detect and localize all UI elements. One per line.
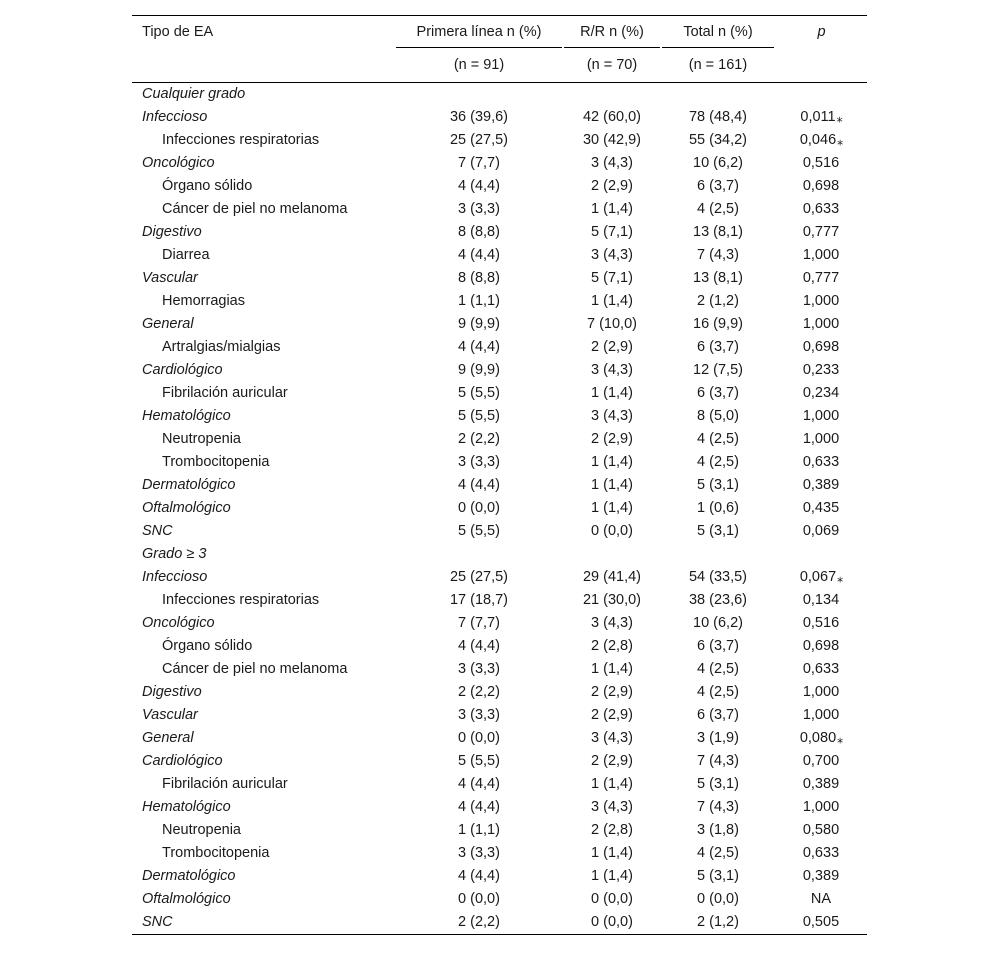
subcategory-label: Fibrilación auricular bbox=[162, 385, 288, 401]
header-p-value: p bbox=[817, 24, 826, 40]
primera-linea-cell: 3 (3,3) bbox=[458, 201, 500, 217]
rr-cell: 2 (2,9) bbox=[591, 684, 633, 700]
rr-cell: 2 (2,9) bbox=[591, 339, 633, 355]
p-value: 1,000 bbox=[802, 707, 840, 723]
rr-cell: 1 (1,4) bbox=[591, 385, 633, 401]
table-row bbox=[132, 497, 867, 520]
section-label: Grado ≥ 3 bbox=[142, 546, 207, 562]
category-label: Oncológico bbox=[142, 155, 215, 171]
primera-linea-cell: 4 (4,4) bbox=[458, 638, 500, 654]
primera-linea-cell: 9 (9,9) bbox=[458, 362, 500, 378]
subcategory-label: Neutropenia bbox=[162, 431, 241, 447]
p-value-cell bbox=[776, 773, 867, 796]
subcategory-label: Artralgias/mialgias bbox=[162, 339, 281, 355]
p-value-cell bbox=[776, 865, 867, 888]
rr-cell: 3 (4,3) bbox=[591, 247, 633, 263]
p-value: 0,067 bbox=[799, 569, 837, 585]
p-value-cell bbox=[776, 106, 867, 129]
p-value-cell bbox=[776, 290, 867, 313]
p-value-cell bbox=[776, 888, 867, 911]
primera-linea-cell: 5 (5,5) bbox=[458, 385, 500, 401]
p-value: 0,777 bbox=[802, 270, 840, 286]
rr-cell: 3 (4,3) bbox=[591, 362, 633, 378]
p-value: 0,389 bbox=[802, 868, 840, 884]
total-cell: 4 (2,5) bbox=[697, 661, 739, 677]
rr-cell: 2 (2,9) bbox=[591, 178, 633, 194]
p-value: 0,233 bbox=[802, 362, 840, 378]
total-cell: 78 (48,4) bbox=[688, 109, 748, 125]
category-label: Oftalmológico bbox=[142, 500, 231, 516]
p-value-cell bbox=[776, 750, 867, 773]
p-value: 1,000 bbox=[802, 316, 840, 332]
primera-linea-cell: 25 (27,5) bbox=[449, 569, 509, 585]
header-rr: R/R n (%) bbox=[564, 16, 660, 49]
p-value-cell bbox=[776, 842, 867, 865]
total-cell: 8 (5,0) bbox=[697, 408, 739, 424]
p-value: 0,134 bbox=[802, 592, 840, 608]
p-value-cell bbox=[776, 198, 867, 221]
p-value-cell bbox=[776, 336, 867, 359]
primera-linea-cell: 1 (1,1) bbox=[458, 293, 500, 309]
table-row bbox=[132, 819, 867, 842]
table-row bbox=[132, 727, 867, 750]
category-label: Hematológico bbox=[142, 799, 231, 815]
p-value-cell bbox=[776, 520, 867, 543]
primera-linea-cell: 4 (4,4) bbox=[458, 178, 500, 194]
category-label: General bbox=[142, 316, 194, 332]
header-row bbox=[132, 16, 867, 49]
p-value: 0,011 bbox=[800, 109, 836, 125]
total-cell: 6 (3,7) bbox=[697, 385, 739, 401]
primera-linea-cell: 9 (9,9) bbox=[458, 316, 500, 332]
p-value: 0,700 bbox=[802, 753, 840, 769]
table-row bbox=[132, 865, 867, 888]
rr-cell: 3 (4,3) bbox=[591, 799, 633, 815]
primera-linea-cell: 4 (4,4) bbox=[458, 799, 500, 815]
p-value: 1,000 bbox=[802, 799, 840, 815]
p-value: 0,435 bbox=[802, 500, 840, 516]
p-value: 0,516 bbox=[802, 155, 840, 171]
category-label: Oftalmológico bbox=[142, 891, 231, 907]
primera-linea-cell: 3 (3,3) bbox=[458, 707, 500, 723]
p-value-cell bbox=[776, 681, 867, 704]
total-cell: 3 (1,9) bbox=[697, 730, 739, 746]
primera-linea-cell: 5 (5,5) bbox=[458, 523, 500, 539]
p-value: 0,698 bbox=[802, 638, 840, 654]
rr-cell: 0 (0,0) bbox=[591, 914, 633, 930]
p-value: 0,633 bbox=[802, 845, 840, 861]
p-value-cell bbox=[776, 635, 867, 658]
p-value-cell bbox=[776, 152, 867, 175]
rr-cell: 29 (41,4) bbox=[582, 569, 642, 585]
subcategory-label: Órgano sólido bbox=[162, 178, 253, 194]
total-cell: 6 (3,7) bbox=[697, 178, 739, 194]
p-value: 0,046 bbox=[799, 132, 837, 148]
rr-cell: 5 (7,1) bbox=[591, 224, 633, 240]
p-value-cell bbox=[776, 497, 867, 520]
primera-linea-cell: 25 (27,5) bbox=[449, 132, 509, 148]
p-value: 0,580 bbox=[802, 822, 840, 838]
total-cell: 5 (3,1) bbox=[697, 776, 739, 792]
p-value-cell bbox=[776, 428, 867, 451]
p-value: 0,633 bbox=[802, 201, 840, 217]
rr-cell: 1 (1,4) bbox=[591, 293, 633, 309]
adverse-events-table-container bbox=[132, 15, 867, 935]
table-row bbox=[132, 520, 867, 543]
primera-linea-cell: 5 (5,5) bbox=[458, 408, 500, 424]
primera-linea-cell: 3 (3,3) bbox=[458, 454, 500, 470]
rr-cell: 1 (1,4) bbox=[591, 201, 633, 217]
header-n-primera-linea: (n = 91) bbox=[453, 57, 505, 73]
primera-linea-cell: 7 (7,7) bbox=[458, 615, 500, 631]
header-n-row bbox=[132, 48, 867, 83]
total-cell: 54 (33,5) bbox=[688, 569, 748, 585]
rr-cell: 42 (60,0) bbox=[582, 109, 642, 125]
primera-linea-cell: 4 (4,4) bbox=[458, 247, 500, 263]
p-value: 0,234 bbox=[802, 385, 840, 401]
p-value-cell bbox=[776, 359, 867, 382]
total-cell: 6 (3,7) bbox=[697, 339, 739, 355]
primera-linea-cell: 3 (3,3) bbox=[458, 845, 500, 861]
table-row bbox=[132, 290, 867, 313]
table-header bbox=[132, 16, 867, 83]
rr-cell: 30 (42,9) bbox=[582, 132, 642, 148]
table-row bbox=[132, 198, 867, 221]
category-label: SNC bbox=[142, 523, 173, 539]
primera-linea-cell: 4 (4,4) bbox=[458, 776, 500, 792]
p-value-cell bbox=[776, 796, 867, 819]
rr-cell: 1 (1,4) bbox=[591, 661, 633, 677]
primera-linea-cell: 2 (2,2) bbox=[458, 914, 500, 930]
table-row bbox=[132, 796, 867, 819]
p-value: 1,000 bbox=[802, 431, 840, 447]
table-row bbox=[132, 129, 867, 152]
p-value-cell bbox=[776, 474, 867, 497]
p-value-cell bbox=[776, 451, 867, 474]
rr-cell: 21 (30,0) bbox=[582, 592, 642, 608]
primera-linea-cell: 3 (3,3) bbox=[458, 661, 500, 677]
total-cell: 12 (7,5) bbox=[693, 362, 743, 378]
table-row bbox=[132, 313, 867, 336]
rr-cell: 2 (2,8) bbox=[591, 638, 633, 654]
category-label: Cardiológico bbox=[142, 362, 223, 378]
p-value: 1,000 bbox=[802, 684, 840, 700]
table-row bbox=[132, 152, 867, 175]
subcategory-label: Infecciones respiratorias bbox=[162, 592, 320, 608]
rr-cell: 3 (4,3) bbox=[591, 155, 633, 171]
primera-linea-cell: 36 (39,6) bbox=[449, 109, 509, 125]
rr-cell: 0 (0,0) bbox=[591, 891, 633, 907]
p-value-cell bbox=[776, 382, 867, 405]
primera-linea-cell: 17 (18,7) bbox=[449, 592, 509, 608]
rr-cell: 5 (7,1) bbox=[591, 270, 633, 286]
subcategory-label: Cáncer de piel no melanoma bbox=[162, 661, 348, 677]
total-cell: 13 (8,1) bbox=[693, 224, 743, 240]
p-value-cell bbox=[776, 244, 867, 267]
p-value-cell bbox=[776, 589, 867, 612]
category-label: Cardiológico bbox=[142, 753, 223, 769]
total-cell: 7 (4,3) bbox=[697, 799, 739, 815]
rr-cell bbox=[564, 543, 660, 566]
header-total: Total n (%) bbox=[660, 16, 776, 49]
category-label: Digestivo bbox=[142, 224, 202, 240]
p-value: 1,000 bbox=[802, 293, 840, 309]
rr-cell: 1 (1,4) bbox=[591, 845, 633, 861]
rr-cell: 0 (0,0) bbox=[591, 523, 633, 539]
table-row bbox=[132, 750, 867, 773]
table-row bbox=[132, 106, 867, 129]
primera-linea-cell: 8 (8,8) bbox=[458, 270, 500, 286]
table-row bbox=[132, 336, 867, 359]
category-label: Vascular bbox=[142, 270, 198, 286]
rr-cell: 1 (1,4) bbox=[591, 477, 633, 493]
header-empty bbox=[132, 48, 394, 83]
p-value-cell bbox=[776, 313, 867, 336]
significance-marker: ⁎ bbox=[837, 732, 844, 746]
header-n-rr: (n = 70) bbox=[586, 57, 638, 73]
rr-cell: 7 (10,0) bbox=[587, 316, 637, 332]
rr-cell: 3 (4,3) bbox=[591, 615, 633, 631]
category-label: General bbox=[142, 730, 194, 746]
p-value: 0,505 bbox=[802, 914, 840, 930]
total-cell: 7 (4,3) bbox=[697, 247, 739, 263]
primera-linea-cell bbox=[394, 543, 564, 566]
table-row bbox=[132, 704, 867, 727]
primera-linea-cell: 2 (2,2) bbox=[458, 684, 500, 700]
p-value-cell bbox=[776, 727, 867, 750]
total-cell: 10 (6,2) bbox=[693, 155, 743, 171]
p-value-cell bbox=[776, 566, 867, 589]
rr-cell: 1 (1,4) bbox=[591, 500, 633, 516]
total-cell: 6 (3,7) bbox=[697, 638, 739, 654]
p-value: 0,080 bbox=[799, 730, 837, 746]
rr-cell: 3 (4,3) bbox=[591, 730, 633, 746]
primera-linea-cell: 0 (0,0) bbox=[458, 730, 500, 746]
rr-cell: 2 (2,8) bbox=[591, 822, 633, 838]
total-cell: 2 (1,2) bbox=[697, 914, 739, 930]
significance-marker: ⁎ bbox=[837, 134, 844, 148]
p-value: NA bbox=[810, 891, 832, 907]
primera-linea-cell: 1 (1,1) bbox=[458, 822, 500, 838]
total-cell: 1 (0,6) bbox=[697, 500, 739, 516]
p-value-cell bbox=[776, 267, 867, 290]
table-row bbox=[132, 681, 867, 704]
primera-linea-cell: 2 (2,2) bbox=[458, 431, 500, 447]
header-tipo-de-ea: Tipo de EA bbox=[142, 24, 214, 40]
subcategory-label: Diarrea bbox=[162, 247, 210, 263]
table-row bbox=[132, 474, 867, 497]
table-row bbox=[132, 451, 867, 474]
primera-linea-cell: 8 (8,8) bbox=[458, 224, 500, 240]
total-cell: 4 (2,5) bbox=[697, 845, 739, 861]
p-value-cell bbox=[776, 221, 867, 244]
table-row bbox=[132, 888, 867, 911]
table-row bbox=[132, 842, 867, 865]
p-value: 0,633 bbox=[802, 661, 840, 677]
total-cell: 13 (8,1) bbox=[693, 270, 743, 286]
table-row bbox=[132, 175, 867, 198]
subcategory-label: Neutropenia bbox=[162, 822, 241, 838]
significance-marker: ⁎ bbox=[837, 571, 844, 585]
category-label: Dermatológico bbox=[142, 868, 236, 884]
table-row bbox=[132, 382, 867, 405]
p-value: 0,777 bbox=[802, 224, 840, 240]
total-cell: 4 (2,5) bbox=[697, 684, 739, 700]
p-value: 0,069 bbox=[802, 523, 840, 539]
total-cell: 5 (3,1) bbox=[697, 868, 739, 884]
rr-cell: 1 (1,4) bbox=[591, 868, 633, 884]
table-row bbox=[132, 773, 867, 796]
rr-cell: 3 (4,3) bbox=[591, 408, 633, 424]
total-cell: 5 (3,1) bbox=[697, 523, 739, 539]
rr-cell: 2 (2,9) bbox=[591, 707, 633, 723]
p-value-cell bbox=[776, 658, 867, 681]
total-cell: 7 (4,3) bbox=[697, 753, 739, 769]
total-cell: 6 (3,7) bbox=[697, 707, 739, 723]
total-cell: 38 (23,6) bbox=[688, 592, 748, 608]
header-n-total: (n = 161) bbox=[688, 57, 748, 73]
p-value-cell bbox=[776, 819, 867, 842]
header-primera-linea: Primera línea n (%) bbox=[394, 16, 564, 49]
subcategory-label: Infecciones respiratorias bbox=[162, 132, 320, 148]
category-label: Dermatológico bbox=[142, 477, 236, 493]
subcategory-label: Trombocitopenia bbox=[162, 845, 270, 861]
p-value: 1,000 bbox=[802, 408, 840, 424]
total-cell: 10 (6,2) bbox=[693, 615, 743, 631]
section-row bbox=[132, 83, 867, 107]
subcategory-label: Órgano sólido bbox=[162, 638, 253, 654]
table-row bbox=[132, 359, 867, 382]
p-value-cell bbox=[776, 704, 867, 727]
subcategory-label: Cáncer de piel no melanoma bbox=[162, 201, 348, 217]
total-cell: 4 (2,5) bbox=[697, 431, 739, 447]
total-cell: 5 (3,1) bbox=[697, 477, 739, 493]
table-row bbox=[132, 405, 867, 428]
category-label: SNC bbox=[142, 914, 173, 930]
primera-linea-cell: 4 (4,4) bbox=[458, 477, 500, 493]
primera-linea-cell: 4 (4,4) bbox=[458, 868, 500, 884]
adverse-events-table bbox=[132, 15, 867, 935]
total-cell: 4 (2,5) bbox=[697, 454, 739, 470]
table-row bbox=[132, 612, 867, 635]
category-label: Hematológico bbox=[142, 408, 231, 424]
primera-linea-cell: 7 (7,7) bbox=[458, 155, 500, 171]
table-row bbox=[132, 244, 867, 267]
section-row bbox=[132, 543, 867, 566]
p-value: 0,633 bbox=[802, 454, 840, 470]
p-value: 0,698 bbox=[802, 178, 840, 194]
p-value: 0,516 bbox=[802, 615, 840, 631]
p-value-cell bbox=[776, 175, 867, 198]
p-value-cell bbox=[776, 543, 867, 566]
total-cell: 3 (1,8) bbox=[697, 822, 739, 838]
total-cell: 2 (1,2) bbox=[697, 293, 739, 309]
p-value: 1,000 bbox=[802, 247, 840, 263]
table-row bbox=[132, 635, 867, 658]
primera-linea-cell bbox=[394, 83, 564, 107]
total-cell: 16 (9,9) bbox=[693, 316, 743, 332]
total-cell: 4 (2,5) bbox=[697, 201, 739, 217]
total-cell: 55 (34,2) bbox=[688, 132, 748, 148]
table-body bbox=[132, 83, 867, 935]
category-label: Infeccioso bbox=[142, 109, 208, 125]
p-value-cell bbox=[776, 83, 867, 107]
primera-linea-cell: 0 (0,0) bbox=[458, 500, 500, 516]
rr-cell: 2 (2,9) bbox=[591, 753, 633, 769]
p-value: 0,389 bbox=[802, 776, 840, 792]
table-row bbox=[132, 658, 867, 681]
category-label: Vascular bbox=[142, 707, 198, 723]
table-row bbox=[132, 267, 867, 290]
total-cell bbox=[660, 543, 776, 566]
table-row bbox=[132, 566, 867, 589]
p-value-cell bbox=[776, 911, 867, 935]
p-value: 0,698 bbox=[802, 339, 840, 355]
table-row bbox=[132, 911, 867, 935]
primera-linea-cell: 5 (5,5) bbox=[458, 753, 500, 769]
category-label: Infeccioso bbox=[142, 569, 208, 585]
rr-cell: 1 (1,4) bbox=[591, 454, 633, 470]
subcategory-label: Fibrilación auricular bbox=[162, 776, 288, 792]
section-label: Cualquier grado bbox=[142, 86, 246, 102]
table-row bbox=[132, 589, 867, 612]
category-label: Oncológico bbox=[142, 615, 215, 631]
subcategory-label: Hemorragias bbox=[162, 293, 245, 309]
rr-cell bbox=[564, 83, 660, 107]
p-value-cell bbox=[776, 405, 867, 428]
primera-linea-cell: 4 (4,4) bbox=[458, 339, 500, 355]
significance-marker: ⁎ bbox=[836, 111, 843, 125]
total-cell bbox=[660, 83, 776, 107]
category-label: Digestivo bbox=[142, 684, 202, 700]
p-value-cell bbox=[776, 612, 867, 635]
header-empty bbox=[776, 48, 867, 83]
p-value: 0,389 bbox=[802, 477, 840, 493]
total-cell: 0 (0,0) bbox=[697, 891, 739, 907]
table-row bbox=[132, 221, 867, 244]
table-row bbox=[132, 428, 867, 451]
rr-cell: 1 (1,4) bbox=[591, 776, 633, 792]
subcategory-label: Trombocitopenia bbox=[162, 454, 270, 470]
rr-cell: 2 (2,9) bbox=[591, 431, 633, 447]
primera-linea-cell: 0 (0,0) bbox=[458, 891, 500, 907]
p-value-cell bbox=[776, 129, 867, 152]
